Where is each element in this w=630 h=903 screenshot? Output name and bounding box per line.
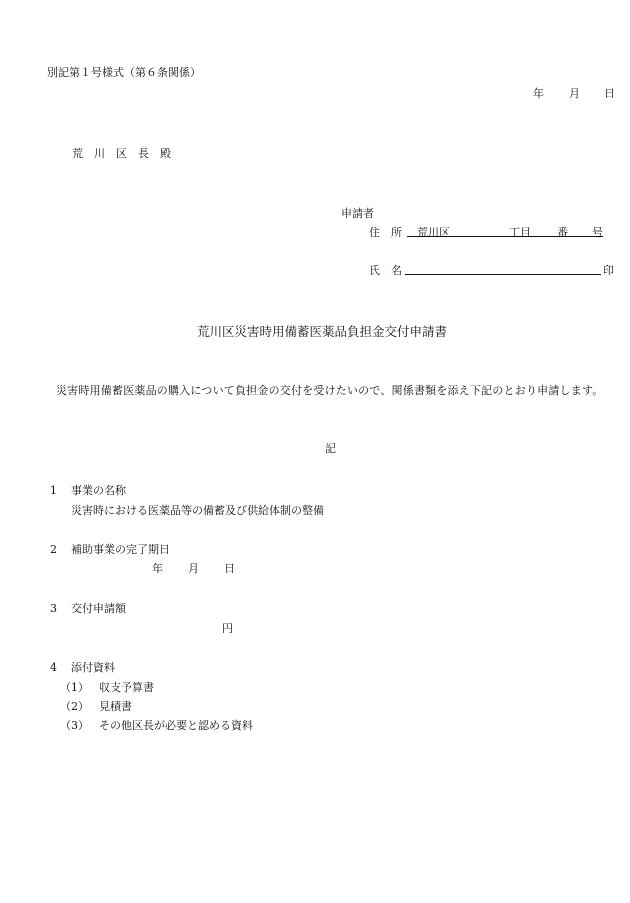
item3-yen-label: 円 [222, 622, 233, 635]
document-title: 荒川区災害時用備蓄医薬品負担金交付申請書 [197, 324, 448, 339]
item2-day-label: 日 [224, 562, 235, 575]
address-go: 号 [592, 226, 603, 239]
form-label: 別記第１号様式（第６条関係） [47, 66, 201, 79]
item1-number: 1 [50, 484, 57, 497]
item4-number: 4 [50, 661, 57, 674]
name-underline [405, 263, 601, 275]
name-label: 氏 名 [369, 264, 402, 277]
address-ward: 荒川区 [417, 226, 450, 239]
item2-label: 補助事業の完了期日 [71, 543, 170, 556]
address-label: 住 所 [369, 226, 402, 239]
attachment-1-text: 収支予算書 [99, 681, 154, 694]
date-month-label: 月 [569, 87, 580, 100]
item3-label: 交付申請額 [71, 602, 126, 615]
seal-mark: 印 [603, 264, 614, 277]
item2-year-label: 年 [152, 562, 163, 575]
date-day-label: 日 [604, 87, 615, 100]
item1-value: 災害時における医薬品等の備蓄及び供給体制の整備 [71, 504, 324, 517]
item3-number: 3 [50, 602, 57, 615]
attachment-1-number: （1） [60, 681, 89, 694]
attachment-3-number: （3） [60, 719, 89, 732]
address-chome: 丁目 [509, 226, 531, 239]
applicant-label: 申請者 [341, 207, 374, 220]
attachment-3-text: その他区長が必要と認める資料 [99, 719, 253, 732]
item2-number: 2 [50, 543, 57, 556]
ki-label: 記 [325, 442, 336, 455]
body-paragraph: 災害時用備蓄医薬品の購入について負担金の交付を受けたいので、関係書類を添え下記のとおり申請します。 [56, 384, 604, 397]
date-year-label: 年 [533, 87, 544, 100]
address-ban: 番 [557, 226, 568, 239]
attachment-2-number: （2） [60, 700, 89, 713]
attachment-2-text: 見積書 [99, 700, 132, 713]
item4-label: 添付資料 [71, 661, 115, 674]
addressee: 荒 川 区 長 殿 [72, 147, 171, 160]
item1-label: 事業の名称 [71, 484, 126, 497]
item2-month-label: 月 [188, 562, 199, 575]
